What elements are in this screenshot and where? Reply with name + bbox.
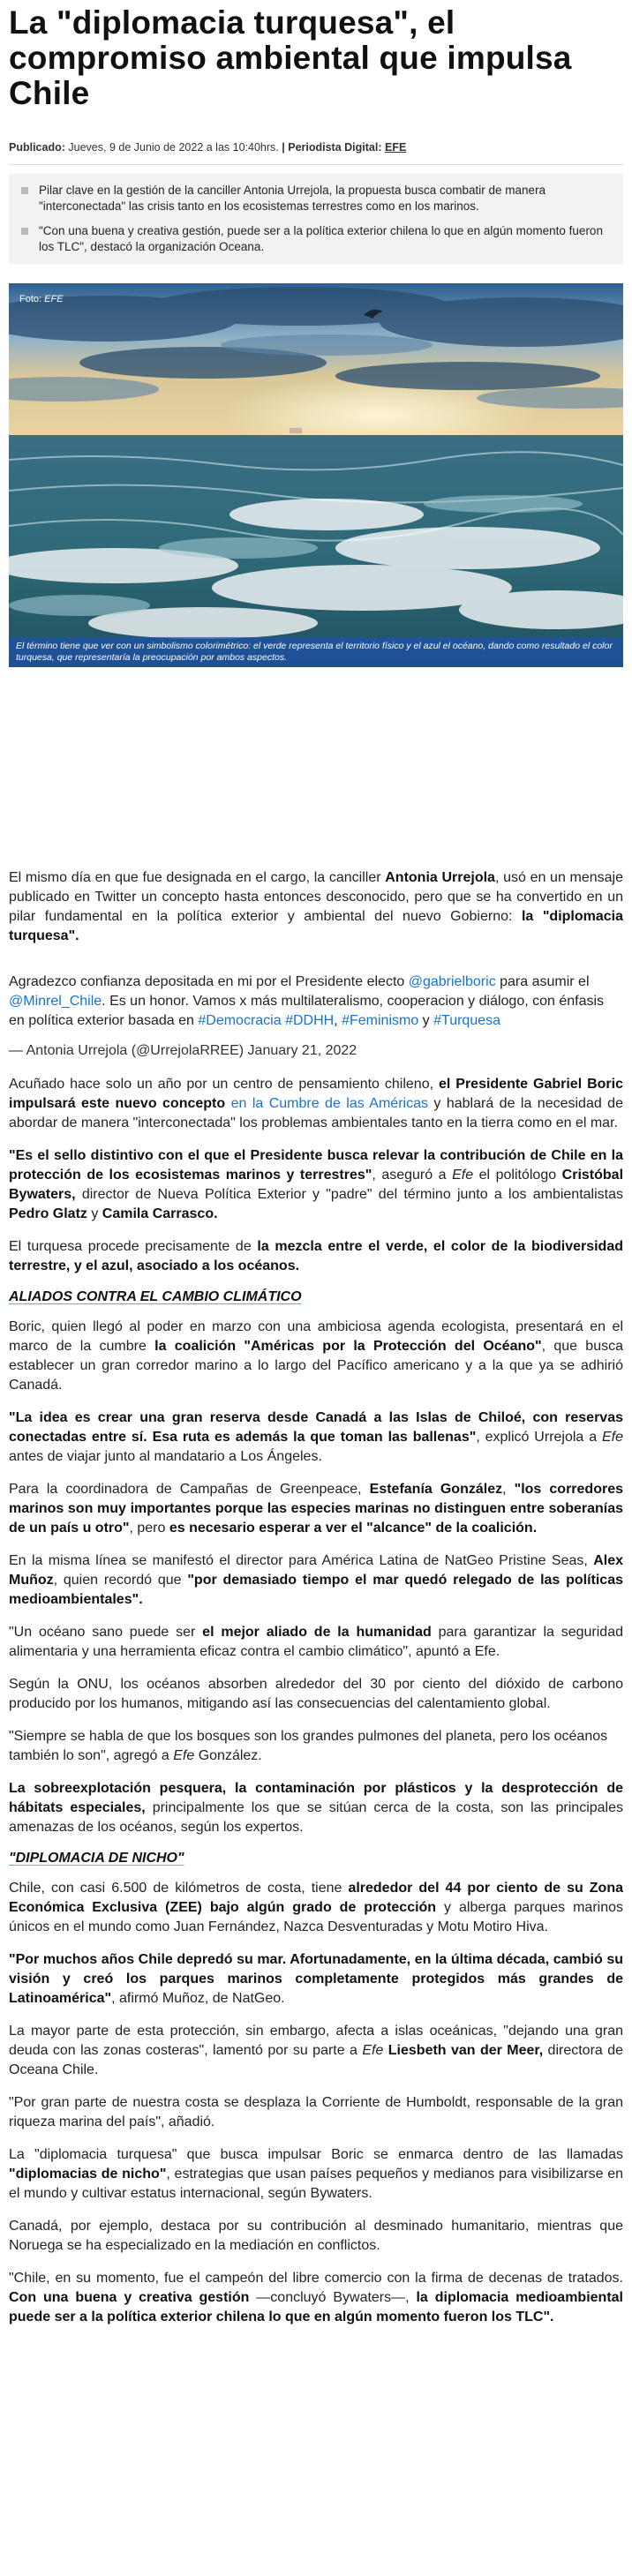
summary-text: "Con una buena y creativa gestión, puede ser a la política exterior chilena lo que en algún momento fueron los TLC", destacó la organización Oceana. [39,224,603,253]
article-body [9,868,623,2327]
paragraph: "Es el sello distintivo con el que el Presidente busca relevar la contribución de Chile en la protección de los ecosistemas marinos y terrestres", aseguró a Efe el politólogo Cristóbal Bywaters, director de Nueva Política Exterior y "padre" del término junto a los ambientalistas Pedro Glatz y Camila Carrasco. [9,1148,624,1221]
tweet-attribution[interactable]: — Antonia Urrejola (@UrrejolaRREE) January 21, 2022 [9,1043,357,1058]
page-title: La "diplomacia turquesa", el compromiso ambiental que impulsa Chile [9,4,572,111]
paragraph: Canadá, por ejemplo, destaca por su contribución al desminado humanitario, mientras que Noruega se ha especializado en la mediación en conflictos. [9,2219,623,2253]
published-label: Publicado: [9,141,65,154]
square-bullet-icon [21,228,28,235]
paragraph: Según la ONU, los océanos absorben alrededor del 30 por ciento del dióxido de carbono producido por los humanos, mitigando así las consecuencias del calentamiento global. [9,1677,623,1711]
paragraph: La mayor parte de esta protección, sin embargo, afecta a islas oceánicas, "dejando una gran deuda con las zonas costeras", lamentó por su parte a Efe Liesbeth van der Meer, directora de Oceana Chile. [9,2024,624,2077]
paragraph: Chile, con casi 6.500 de kilómetros de costa, tiene alrededor del 44 por ciento de su Zona Económica Exclusiva (ZEE) bajo algún grado de protección y alberga parques marinos únicos en el mundo como Juan Fernández, Nazca Desventuradas y Motu Motiro Hiva. [9,1881,623,1934]
paragraph: Boric, quien llegó al poder en marzo con una ambiciosa agenda ecologista, presentará en el marco de la cumbre la coalición "Américas por la Protección del Océano", que busca establecer un gran corredor marino a lo largo del Pacífico americano y a la que ya se adhirió Canadá. [9,1319,623,1393]
cumbre-link[interactable]: en la Cumbre de las Américas [230,1096,428,1111]
embedded-tweet [9,973,623,1061]
photo-caption: El término tiene que ver con un simbolismo colorimétrico: el verde representa el territorio físico y el azul el océano, dando como resultado el color turquesa, que representaría la preocupación por ambos aspectos. [9,637,623,667]
hashtag-link[interactable]: #DDHH [285,1013,335,1028]
author-link[interactable]: EFE [385,141,407,154]
paragraph: La "diplomacia turquesa" que busca impulsar Boric se enmarca dentro de las llamadas "diplomacias de nicho", estrategias que usan países pequeños y medianos para visibilizarse en el mundo y cultivar estatus internacional, según Bywaters. [9,2147,623,2201]
byline [9,141,623,165]
paragraph: En la misma línea se manifestó el director para América Latina de NatGeo Pristine Seas, Alex Muñoz, quien recordó que "por demasiado tiempo el mar quedó relegado de las políticas medioambientales". [9,1553,623,1607]
byline-separator: | [282,141,285,154]
paragraph: "Siempre se habla de que los bosques son los grandes pulmones del planeta, pero los océanos también lo son", agregó a Efe González. [9,1729,608,1763]
photo-credit [19,294,64,304]
paragraph: Acuñado hace solo un año por un centro de pensamiento chileno, el Presidente Gabriel Boric impulsará este nuevo concepto en la Cumbre de las Américas y hablará de la necesidad de abordar de manera "interconectada" los problemas ambientales tanto en la tierra como en el mar. [9,1077,623,1130]
paragraph: "Un océano sano puede ser el mejor aliado de la humanidad para garantizar la seguridad alimentaria y una herramienta eficaz contra el cambio climático", apuntó a Efe. [9,1625,623,1659]
sea-photo-illustration [9,283,623,667]
paragraph: "Por gran parte de nuestra costa se desplaza la Corriente de Humboldt, responsable de la gran riqueza marina del país", añadió. [9,2095,623,2129]
photo-credit-label: Foto: [19,294,42,304]
paragraph: "Chile, en su momento, fue el campeón del libre comercio con la firma de decenas de tratados. Con una buena y creativa gestión —concluyó Bywaters—, la diplomacia medioambiental puede ser a la política exterior chilena lo que en algún momento fueron los TLC". [9,2271,623,2324]
summary-box [9,174,623,264]
section-heading: ALIADOS CONTRA EL CAMBIO CLIMÁTICO [9,1289,302,1304]
summary-item [21,223,614,255]
paragraph: Para la coordinadora de Campañas de Greenpeace, Estefanía González, "los corredores marinos son muy importantes porque las especies marinas no distinguen entre soberanías de un país u otro", pero es necesario esperar a ver el "alcance" de la coalición. [9,1482,623,1536]
summary-item [21,183,614,214]
photo-credit-source: EFE [44,294,64,304]
summary-text: Pilar clave en la gestión de la canciller Antonia Urrejola, la propuesta busca combatir de manera "interconectada" las crisis tanto en los ecosistemas terrestres como en los marinos. [39,184,546,213]
hashtag-link[interactable]: #Feminismo [342,1013,419,1028]
hashtag-link[interactable]: #Turquesa [433,1013,501,1028]
article-page [0,5,632,2327]
paragraph: "Por muchos años Chile depredó su mar. Afortunadamente, en la última década, cambió su visión y creó los parques marinos completamente protegidos más grandes de Latinoamérica", afirmó Muñoz, de NatGeo. [9,1952,623,2006]
mention-link[interactable]: @Minrel_Chile [9,994,102,1009]
author-label: Periodista Digital: [288,141,382,154]
tweet-text: Agradezco confianza depositada en mi por el Presidente electo @gabrielboric para asumir el @Minrel_Chile. Es un honor. Vamos x más multilateralismo, cooperacion y diálogo, con énfasis en política exterior basada en #Democracia #DDHH, #Feminismo y #Turquesa [9,974,605,1028]
paragraph: El turquesa procede precisamente de la mezcla entre el verde, el color de la biodiversidad terrestre, y el azul, asociado a los océanos. [9,1239,624,1273]
published-date: Jueves, 9 de Junio de 2022 a las 10:40hrs. [68,141,279,154]
paragraph: "La idea es crear una gran reserva desde Canadá a las Islas de Chiloé, con reservas conectadas entre sí. Esa ruta es además la que toman las ballenas", explicó Urrejola a Efe antes de viajar junto al mandatario a Los Ángeles. [9,1410,623,1464]
hashtag-link[interactable]: #Democracia [198,1013,282,1028]
paragraph: La sobreexplotación pesquera, la contaminación por plásticos y la desprotección de hábitats especiales, principalmente los que se sitúan cerca de la costa, son las principales amenazas de los océanos, según los expertos. [9,1781,624,1835]
person-name: Antonia Urrejola [385,870,495,885]
paragraph: El mismo día en que fue designada en el cargo, la canciller Antonia Urrejola, usó en un mensaje publicado en Twitter un concepto hasta entonces desconocido, pero que se ha convertido en un pilar fundamental en la política exterior y ambiental del nuevo Gobierno: la "diplomacia turquesa". [9,870,624,943]
section-heading: "DIPLOMACIA DE NICHO" [9,1851,184,1866]
square-bullet-icon [21,187,28,194]
main-photo[interactable] [9,283,623,667]
mention-link[interactable]: @gabrielboric [408,974,496,989]
